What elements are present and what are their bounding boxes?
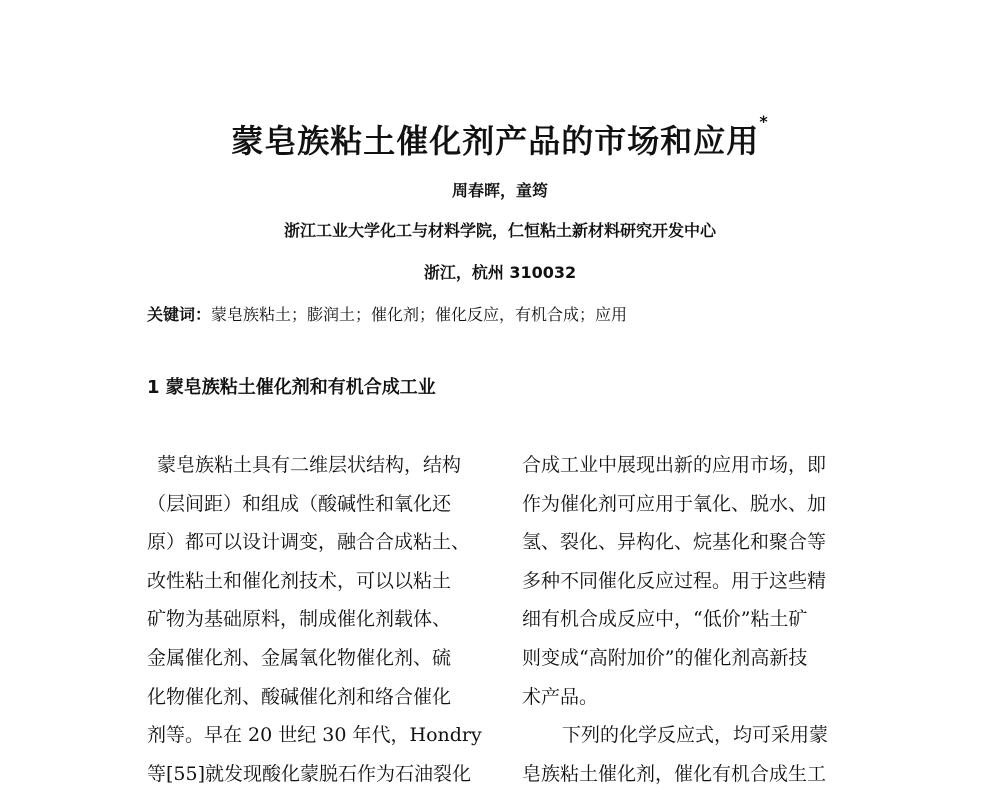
body-line: 矿物为基础原料，制成催化剂载体、	[147, 608, 452, 631]
author-list: 周春晖，童筠	[451, 181, 548, 200]
body-line: 术产品。	[522, 685, 599, 708]
body-line: 金属催化剂、金属氧化物催化剂、硫	[147, 646, 452, 669]
body-line: 氢、裂化、异构化、烷基化和聚合等	[522, 531, 827, 554]
body-line: 细有机合成反应中，“低价”粘土矿	[522, 608, 808, 631]
body-line: 则变成“高附加价”的催化剂高新技	[522, 646, 808, 669]
body-line: 等[55]就发现酸化蒙脱石作为石油裂化	[147, 762, 472, 785]
body-line: 蒙皂族粘土具有二维层状结构，结构	[157, 454, 462, 476]
keywords-text: 蒙皂族粘土；膨润土；催化剂；催化反应，有机合成；应用	[211, 305, 628, 324]
affiliation: 浙江工业大学化工与材料学院，仁恒粘土新材料研究开发中心	[283, 221, 716, 240]
body-line: 合成工业中展现出新的应用市场，即	[522, 454, 827, 476]
body-line: 化物催化剂、酸碱催化剂和络合催化	[147, 685, 452, 708]
keywords-label: 关键词：	[147, 305, 212, 324]
title-footnote-mark: *	[759, 112, 769, 131]
keywords	[147, 302, 627, 325]
body-line: 多种不同催化反应过程。用于这些精	[522, 569, 827, 592]
body-line: （层间距）和组成（酸碱性和氧化还	[147, 492, 452, 515]
body-line: 原）都可以设计调变，融合合成粘土、	[147, 531, 471, 554]
left-column	[147, 446, 497, 793]
body-line: 剂等。早在 20 世纪 30 年代，Hondry	[147, 724, 482, 747]
location: 浙江，杭州 310032	[423, 263, 577, 282]
body-line: 下列的化学反应式，均可采用蒙	[562, 724, 829, 747]
body-line: 改性粘土和催化剂技术，可以以粘土	[147, 569, 452, 592]
body-line: 作为催化剂可应用于氧化、脱水、加	[522, 492, 827, 515]
body-line: 皂族粘土催化剂，催化有机合成生工	[522, 762, 827, 785]
paper-title-text: 蒙皂族粘土催化剂产品的市场和应用	[231, 122, 760, 160]
paper-title	[0, 112, 1000, 162]
section-heading: 1 蒙皂族粘土催化剂和有机合成工业	[147, 377, 436, 398]
right-column	[522, 446, 872, 793]
